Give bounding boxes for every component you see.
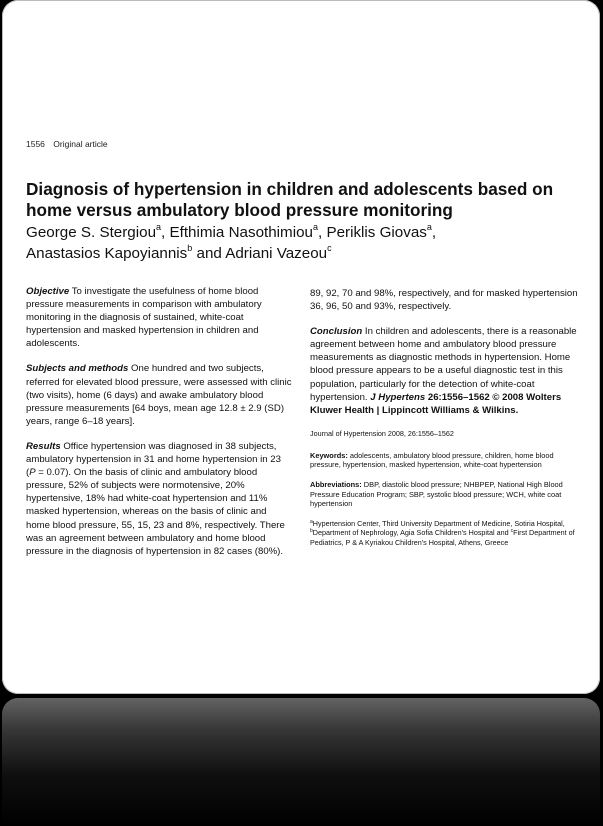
abbreviations <box>310 480 578 509</box>
conclusion-paragraph <box>310 325 578 417</box>
author-name: Adriani Vazeou <box>225 245 328 262</box>
author-separator: , <box>161 224 170 241</box>
keywords <box>310 451 578 470</box>
author-name: Efthimia Nasothimiou <box>169 224 313 241</box>
affiliation-b: Department of Nephrology, Agia Sofia Children's Hospital and <box>312 528 511 538</box>
results-label: Results <box>26 440 61 452</box>
methods-label: Subjects and methods <box>26 363 129 375</box>
p-value-symbol: P <box>29 467 36 479</box>
author-affiliation-mark: b <box>187 243 193 253</box>
keywords-label: Keywords: <box>310 450 348 460</box>
affiliation-a: Hypertension Center, Third University Department of Medicine, Sotiria Hospital, <box>312 518 565 528</box>
affiliation-mark: c <box>510 528 514 535</box>
results-continuation: 89, 92, 70 and 98%, respectively, and for masked hypertension 36, 96, 50 and 93%, respectively. <box>310 288 578 313</box>
conclusion-text: In children and adolescents, there is a reasonable agreement between home and ambulatory blood pressure measurements as diagnostic methods in hypertension. Home blood pressure appears to be a useful diagnostic test in this population, particularly for the detection of white-coat hypertension. <box>310 326 577 403</box>
author-separator: , <box>318 224 327 241</box>
objective-paragraph <box>26 285 292 350</box>
author-name: George S. Stergiou <box>26 224 157 241</box>
abstract-right-column <box>310 287 578 547</box>
results-paragraph <box>26 440 292 558</box>
page-number: 1556 <box>26 139 45 149</box>
author-affiliation-mark: a <box>312 222 318 232</box>
conclusion-label: Conclusion <box>310 326 363 338</box>
abbreviations-text: DBP, diastolic blood pressure; NHBPEP, National High Blood Pressure Education Program; SBP, systolic blood pressure; WCH, white coat hypertension <box>310 480 563 509</box>
methods-paragraph <box>26 362 292 427</box>
author-separator: and <box>192 245 226 262</box>
article-title: Diagnosis of hypertension in children and adolescents based on home versus ambulatory blood pressure monitoring <box>26 179 554 220</box>
page-reflection <box>2 698 600 826</box>
objective-text: To investigate the usefulness of home blood pressure measurements in comparison with ambulatory monitoring in the diagnosis of sustained, white-coat hypertension and masked hypertension in children and adolescents. <box>26 286 262 350</box>
citation-details: 26:1556–1562 © 2008 Wolters Kluwer Health | Lippincott Williams & Wilkins. <box>310 391 562 416</box>
affiliation-mark: a <box>310 518 313 525</box>
author-affiliation-mark: a <box>426 222 432 232</box>
keywords-text: adolescents, ambulatory blood pressure, children, home blood pressure, hypertension, masked hypertension, white-coat hypertension <box>310 450 554 470</box>
author-separator: , <box>431 224 437 241</box>
author-list <box>26 222 586 264</box>
affiliation-mark: b <box>310 528 313 535</box>
author-name: Anastasios Kapoyiannis <box>26 245 188 262</box>
citation-journal: J Hypertens <box>370 391 426 403</box>
affiliations <box>310 519 578 547</box>
abstract-left-column <box>26 285 292 570</box>
results-text-continued: = 0.07). On the basis of clinic and ambulatory blood pressure, 52% of subjects were normotensive, 20% hypertensive, 18% had white-coat hypertension and 11% masked hypertension, whereas on the basis of clinic and home blood pressure, 55, 15, 23 and 8%, respectively. There was an agreement between ambulatory and home blood pressure in the diagnosis of hypertension in 82 cases (80%). <box>26 467 285 557</box>
article-page <box>2 0 600 694</box>
methods-text: One hundred and two subjects, referred for elevated blood pressure, were assessed with clinic (two visits), home (6 days) and awake ambulatory blood pressure measurements [64 boys, mean age 12.8 ± 2.9 (SD) years, range 6–18 years]. <box>26 363 292 427</box>
author-affiliation-mark: a <box>156 222 162 232</box>
abbreviations-label: Abbreviations: <box>310 480 362 490</box>
affiliation-c: First Department of Pediatrics, P & A Kyriakou Children's Hospital, Athens, Greece <box>310 528 575 547</box>
author-affiliation-mark: c <box>327 243 332 253</box>
objective-label: Objective <box>26 286 70 297</box>
page-header <box>26 139 108 149</box>
section-label: Original article <box>53 139 108 149</box>
journal-line: Journal of Hypertension 2008, 26:1556–1562 <box>310 428 454 438</box>
results-text: Office hypertension was diagnosed in 38 subjects, ambulatory hypertension in 31 and home hypertension in 23 ( <box>26 440 281 479</box>
author-name: Periklis Giovas <box>326 224 427 241</box>
